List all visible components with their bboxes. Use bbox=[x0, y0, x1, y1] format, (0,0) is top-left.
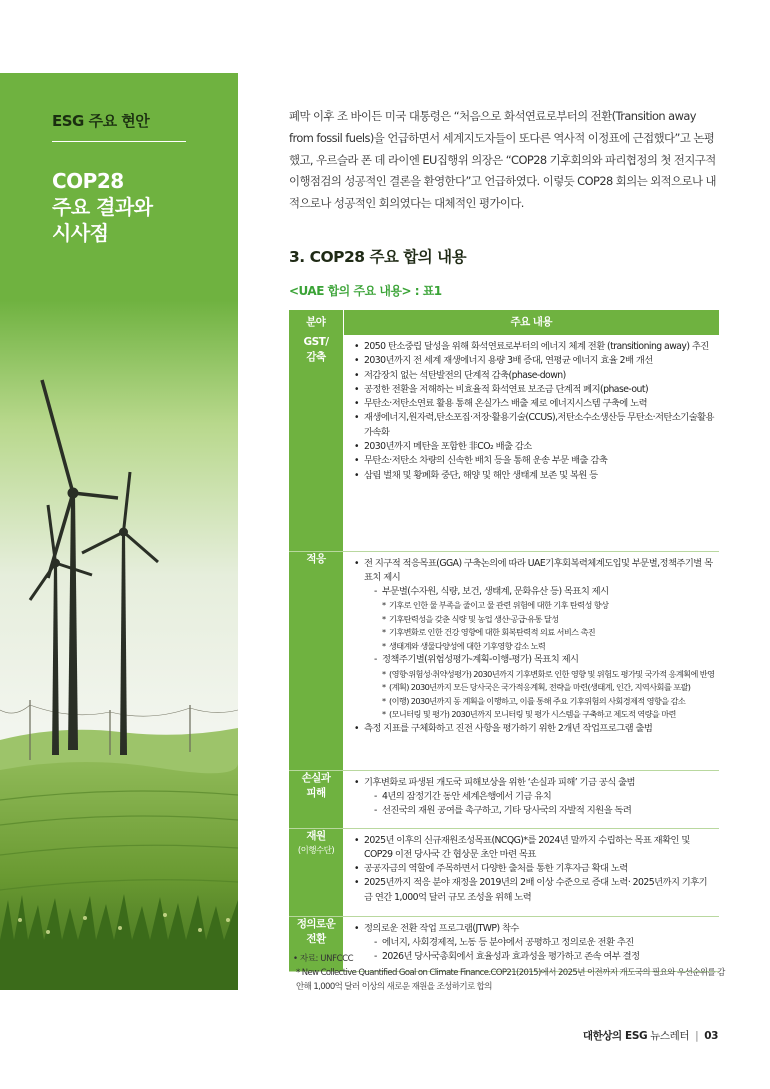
list-item: • 측정 지표를 구체화하고 진전 사항을 평가하기 위한 2개년 작업프로그램 출범 bbox=[354, 722, 715, 736]
list-item: • 2030년까지 전 세계 재생에너지 용량 3배 증대, 연평균 에너지 효율 2배 개선 bbox=[354, 354, 715, 368]
list-item bbox=[354, 922, 715, 965]
sub-item: - 에너지, 사회경제적, 노동 등 분야에서 공평하고 정의로운 전환 추진 bbox=[364, 936, 715, 950]
detail-item: * (이행) 2030년까지 동 계획을 이행하고, 이를 통해 주요 기후위험의 사회경제적 영향을 감소 bbox=[364, 695, 715, 709]
section-label: ESG 주요 현안 bbox=[52, 112, 150, 130]
list-item: • 저감장치 없는 석탄발전의 단계적 감축(phase-down) bbox=[354, 369, 715, 383]
article-title-line: 시사점 bbox=[52, 221, 109, 245]
detail-item: * 기후변화로 인한 건강 영향에 대한 회복탄력적 의료 서비스 촉진 bbox=[364, 626, 715, 640]
publication-name: 대한상의 ESG bbox=[582, 1030, 648, 1042]
sub-item: - 선진국의 재원 공여를 촉구하고, 기타 당사국의 자발적 지원을 독려 bbox=[364, 804, 715, 818]
article-title bbox=[52, 168, 222, 246]
intro-paragraph: 폐막 이후 조 바이든 미국 대통령은 “처음으로 화석연료로부터의 전환(Transition away from fossil fuels)을 언급하면서 세계지도자들이 또다른 역사적 이정표에 근접했다”고 논평했고, 우르슬라 폰 데 라이엔 EU집행위 의장은 “COP28 기후회의와 파리협정의 첫 전지구적 이행점검의 성공적인 결론을 환영한다”고 언급하였다. 이렇듯 COP28 회의는 외적으로나 내적으로나 성공적인 회의였다는 대체적인 평가이다. bbox=[289, 109, 717, 211]
list-item: • 무탄소·저탄소연료 활용 통해 온실가스 배출 제로 에너지시스템 구축에 노력 bbox=[354, 397, 715, 411]
page-footer bbox=[583, 1028, 718, 1043]
divider bbox=[52, 141, 186, 142]
page-number: 03 bbox=[704, 1030, 718, 1042]
detail-item: * (모니터링 및 평가) 2030년까지 모니터링 및 평가 시스템을 구축하고 제도적 역량을 마련 bbox=[364, 708, 715, 722]
list-item: • 2030년까지 메탄을 포함한 非CO₂ 배출 감소 bbox=[354, 440, 715, 454]
list-item-text: 기후변화로 파생된 개도국 피해보상을 위한 ‘손실과 피해’ 기금 공식 출범 bbox=[364, 776, 635, 788]
list-item: • 2025년 이후의 신규재원조성목표(NCQG)*를 2024년 말까지 수립하는 목표 재확인 및 COP29 이전 당사국 간 협상문 초안 마련 목표 bbox=[354, 834, 715, 863]
content-cell bbox=[343, 828, 719, 916]
detail-item: * 생태계와 생물다양성에 대한 기후영향 감소 노력 bbox=[364, 640, 715, 654]
list-item: • 공공자금의 역할에 주목하면서 다양한 출처를 통한 기후자금 확대 노력 bbox=[354, 862, 715, 876]
list-item: • 삼림 벌채 및 황폐화 중단, 해양 및 해안 생태계 보존 및 복원 등 bbox=[354, 469, 715, 483]
category-sublabel: (이행수단) bbox=[297, 845, 335, 856]
sub-item: - 정책주기별(위험성평가-계획-이행-평가) 목표치 제시 bbox=[364, 653, 715, 667]
article-title-line: 주요 결과와 bbox=[52, 195, 153, 219]
table-row bbox=[289, 335, 719, 551]
source-note: • 자료: UNFCCC bbox=[293, 954, 354, 964]
list-item bbox=[354, 776, 715, 819]
content-cell bbox=[343, 335, 719, 551]
footnote: * New Collective Quantified Goal on Climate Finance.COP21(2015)에서 2025년 이전까지 개도국의 필요와 우선순위를 감안해 1,000억 달러 이상의 새로운 재원을 조성하기로 합의 bbox=[296, 968, 725, 992]
category-label: 정의로운 전환 bbox=[296, 917, 336, 945]
category-label: 손실과 피해 bbox=[301, 771, 331, 799]
list-item: • 재생에너지,원자력,탄소포집·저장·활용기술(CCUS),저탄소수소생산등 무탄소·저탄소기술활용 가속화 bbox=[354, 411, 715, 440]
sub-item: - 2026년 당사국총회에서 효율성과 효과성을 평가하고 존속 여부 결정 bbox=[364, 950, 715, 964]
category-label: GST/ 감축 bbox=[303, 336, 329, 363]
list-item bbox=[354, 557, 715, 722]
list-item: • 공정한 전환을 저해하는 비효율적 화석연료 보조금 단계적 폐지(phase-out) bbox=[354, 383, 715, 397]
article-title-line: COP28 bbox=[52, 169, 124, 193]
table-header-row bbox=[289, 310, 719, 335]
list-item: • 2025년까지 적응 분야 재정을 2019년의 2배 이상 수준으로 증대 노력· 2025년까지 기후기금 연간 1,000억 달러 규모 조성을 위해 노력 bbox=[354, 876, 715, 905]
category-cell bbox=[289, 551, 343, 770]
list-item: • 2050 탄소중립 달성을 위해 화석연료로부터의 에너지 체계 전환 (transitioning away) 추진 bbox=[354, 340, 715, 354]
category-cell bbox=[289, 828, 343, 916]
content-cell bbox=[343, 551, 719, 770]
section-heading: 3. COP28 주요 합의 내용 bbox=[289, 248, 467, 266]
wind-turbine-photo bbox=[0, 300, 238, 990]
sub-item: - 4년의 잠정기간 동안 세계은행에서 기금 유치 bbox=[364, 790, 715, 804]
category-label: 재원 bbox=[306, 829, 326, 842]
category-cell bbox=[289, 770, 343, 828]
agreement-table bbox=[289, 310, 719, 972]
list-item: • 무탄소·저탄소 차량의 신속한 배치 등을 통해 운송 부문 배출 감축 bbox=[354, 454, 715, 468]
detail-item: * (계획) 2030년까지 모든 당사국은 국가적응계획, 전략을 마련(생태계, 인간, 지역사회를 포괄) bbox=[364, 681, 715, 695]
table-row bbox=[289, 916, 719, 971]
content-cell bbox=[343, 916, 719, 971]
table-row bbox=[289, 828, 719, 916]
table-row bbox=[289, 770, 719, 828]
detail-item: * 기후로 인한 물 부족을 줄이고 물 관련 위험에 대한 기후 탄력성 향상 bbox=[364, 599, 715, 613]
header-content: 주요 내용 bbox=[343, 310, 719, 335]
table-caption: <UAE 합의 주요 내용> : 표1 bbox=[289, 284, 442, 298]
publication-suffix: 뉴스레터 bbox=[647, 1030, 690, 1042]
category-cell bbox=[289, 335, 343, 551]
category-label: 적응 bbox=[306, 552, 326, 565]
sub-item: - 부문별(수자원, 식량, 보건, 생태계, 문화유산 등) 목표치 제시 bbox=[364, 585, 715, 599]
detail-item: * 기후탄력성을 갖춘 식량 및 농업 생산·공급·유통 달성 bbox=[364, 613, 715, 627]
footer-separator: | bbox=[695, 1030, 699, 1042]
table-row bbox=[289, 551, 719, 770]
list-item-text: 정의로운 전환 작업 프로그램(JTWP) 착수 bbox=[364, 922, 519, 934]
list-item-text: 전 지구적 적응목표(GGA) 구축논의에 따라 UAE기후회복력체계도입및 부문별,정책주기별 목표치 제시 bbox=[364, 557, 713, 583]
header-field: 분야 bbox=[289, 310, 343, 335]
content-cell bbox=[343, 770, 719, 828]
detail-item: * (영향·위험성·취약성평가) 2030년까지 기후변화로 인한 영향 및 위험도 평가및 국가적 응계획에 반영 bbox=[364, 668, 715, 682]
